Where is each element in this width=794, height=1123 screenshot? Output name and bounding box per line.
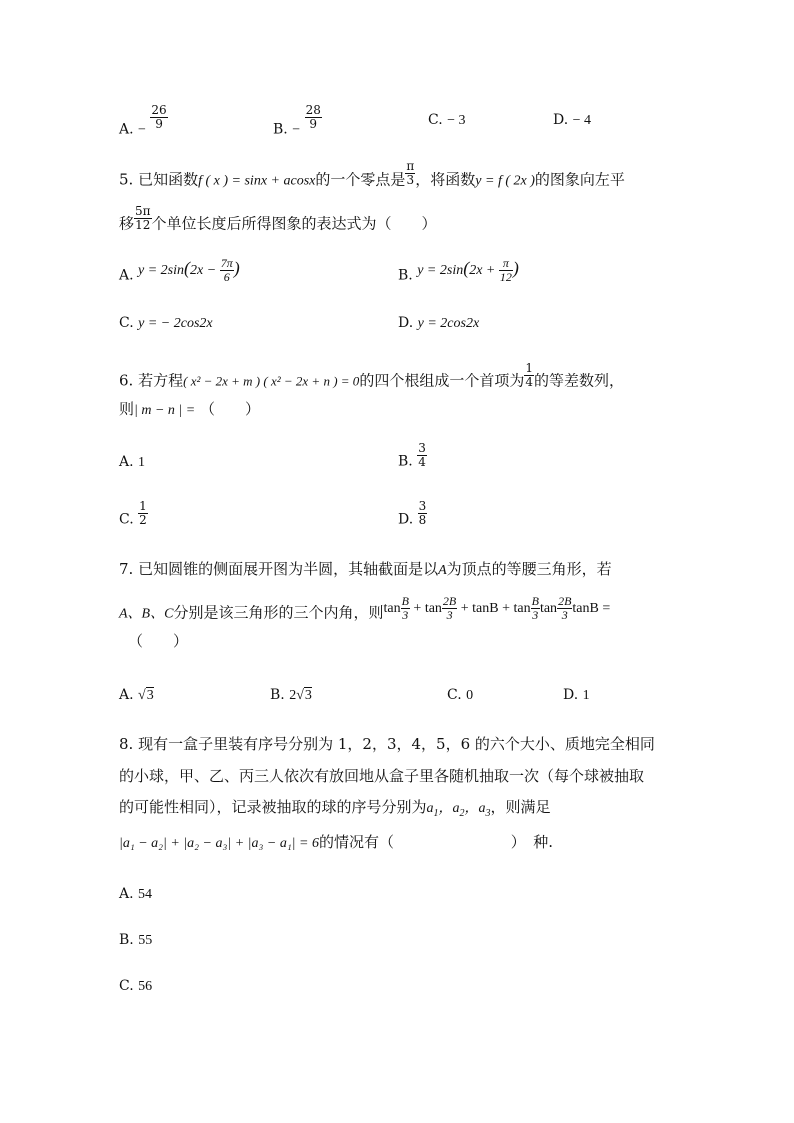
fraction-denominator: 12 (135, 218, 151, 232)
stem-text: 移 (119, 214, 135, 233)
stem-text: 个单位长度后所得图象的表达式为（ ） (151, 214, 437, 233)
q4-option-b (273, 103, 322, 143)
expression-fraction (442, 595, 457, 622)
question-number: 7. (119, 560, 134, 578)
option-fraction (138, 500, 148, 527)
q6-option-a (119, 452, 145, 473)
fraction-denominator: 3 (532, 608, 539, 622)
fraction-denominator: 3 (446, 608, 453, 622)
fraction-numerator: B (401, 594, 409, 608)
option-value: − 4 (572, 113, 592, 128)
fraction-denominator: 9 (155, 117, 163, 131)
tan-expression (383, 594, 611, 622)
fraction-numerator: 5π (135, 204, 151, 218)
fraction-numerator: 28 (305, 103, 321, 117)
fraction-denominator: 9 (309, 117, 318, 131)
variable: a (478, 801, 486, 816)
equation: ( x² − 2x + m ) ( x² − 2x + n ) = 0 (183, 373, 360, 389)
fraction-numerator: 3 (418, 499, 427, 513)
option-label: C. (119, 315, 134, 331)
q5-stem-line1 (119, 159, 625, 194)
fraction-denominator: 4 (525, 375, 533, 389)
option-fraction (417, 442, 427, 469)
q8-option-b (119, 930, 152, 951)
stem-text: 的四个根组成一个首项为 (359, 371, 525, 390)
function-expression: y = f ( 2x ) (475, 173, 535, 189)
expression-term: tanB = (572, 600, 611, 616)
stem-text: 已知圆锥的侧面展开图为半圆，其轴截面是以 (138, 560, 439, 578)
option-label: B. (398, 453, 413, 470)
fraction-denominator: 3 (402, 608, 409, 622)
fraction-numerator: 1 (139, 499, 147, 513)
stem-text: 的小球，甲、乙、丙三人依次有放回地从盒子里各随机抽取一次（每个球被抽取 (119, 767, 645, 785)
fraction-denominator: 2 (139, 513, 147, 527)
first-term-fraction (524, 362, 534, 389)
zero-fraction (405, 160, 415, 187)
option-fraction (499, 257, 513, 284)
tan-word: tan (539, 600, 558, 616)
function-expression: f ( x ) = sinx + acosx (198, 173, 316, 189)
expression-inner: 2x + (469, 262, 499, 278)
tan-word: tan (383, 600, 401, 616)
option-label: B. (119, 932, 134, 948)
fraction-denominator: 6 (223, 270, 230, 284)
expression-fraction (531, 595, 540, 622)
expression-inner: 2x − (190, 262, 220, 278)
q8-stem-line4 (119, 832, 553, 854)
q6-option-b (398, 441, 427, 475)
q5-option-b (398, 256, 519, 290)
option-label: B. (398, 267, 413, 284)
fraction-numerator: 7π (220, 256, 233, 270)
stem-text: 现有一盒子里装有序号分别为 1，2，3，4，5，6 的六个大小、质地完全相同 (138, 735, 655, 753)
option-label: A. (119, 886, 134, 902)
q7-stem-line1 (119, 559, 612, 581)
fraction-denominator: 3 (406, 173, 415, 187)
fraction-numerator: B (531, 594, 539, 608)
stem-text: 的可能性相同），记录被抽取的球的序号分别为 (119, 798, 427, 816)
option-label: C. (428, 112, 443, 128)
option-value: 1 (138, 455, 146, 470)
q5-option-d (398, 313, 479, 334)
stem-text: ） 种. (510, 833, 554, 851)
stem-text: 若方程 (138, 371, 184, 390)
q6-stem-line1 (119, 361, 624, 395)
option-label: D. (398, 315, 414, 331)
q7-option-d (563, 685, 590, 706)
fraction-denominator: 8 (418, 513, 427, 527)
option-label: A. (119, 267, 134, 284)
fraction-denominator: 12 (499, 270, 512, 284)
option-label: C. (119, 511, 134, 528)
answer-blank: （ ） (128, 632, 189, 650)
angle-labels: A、B、C (119, 606, 174, 622)
option-fraction (150, 104, 167, 131)
option-radical: 2√3 (289, 688, 312, 703)
question-number: 6. (119, 371, 134, 390)
stem-text: 的一个零点是 (315, 170, 406, 189)
q5-stem-line2 (119, 204, 437, 238)
expression-term: + tanB + tan (460, 600, 531, 616)
q6-stem-line2 (119, 399, 260, 421)
option-value: 0 (466, 688, 474, 703)
stem-text: 已知函数 (138, 170, 199, 189)
expression-term: + tan (413, 600, 442, 616)
fraction-numerator: 2B (558, 594, 572, 608)
q8-option-c (119, 976, 152, 997)
option-expression: y = 2sin(2x − $\frac{7\pi}{6}$ ) (138, 256, 240, 284)
option-value: − 3 (447, 113, 466, 128)
expression-fraction (401, 595, 410, 622)
option-label: A. (119, 121, 134, 138)
answer-blank: （ ） (200, 400, 261, 418)
option-label: C. (119, 978, 134, 994)
q7-stem-line2 (119, 594, 611, 628)
question-number: 5. (119, 170, 134, 189)
q6-option-d (398, 499, 427, 533)
shift-fraction (134, 205, 152, 232)
stem-text: 分别是该三角形的三个内角，则 (173, 603, 384, 622)
q7-option-b (270, 685, 312, 706)
q8-stem-line2 (119, 766, 644, 786)
variable-subscript: 2 (459, 807, 465, 819)
option-value: 55 (138, 933, 153, 948)
option-fraction (418, 500, 428, 527)
fraction-denominator: 3 (561, 608, 568, 622)
variable-subscript: 1 (433, 807, 439, 819)
fraction-numerator: 3 (418, 441, 426, 455)
option-value: 56 (138, 979, 153, 994)
stem-text: 则 (119, 400, 135, 418)
option-fraction (305, 104, 322, 131)
fraction-numerator: π (499, 257, 513, 271)
option-value: 54 (138, 887, 153, 902)
fraction-numerator: 1 (525, 361, 533, 375)
stem-text: ，将函数 (415, 170, 476, 189)
option-sign: − (292, 122, 301, 138)
option-label: C. (447, 687, 462, 703)
variable: a (452, 801, 460, 816)
option-sign: − (138, 122, 146, 138)
fraction-numerator: 2B (442, 594, 457, 608)
option-expression: y = 2cos2x (417, 316, 480, 331)
radical-coefficient: 2 (289, 688, 297, 703)
option-label: D. (563, 687, 579, 703)
radicand: 3 (146, 688, 154, 703)
absolute-expression: | m − n | = (134, 403, 196, 418)
variable: a (426, 801, 434, 816)
option-label: D. (553, 112, 569, 128)
expression-prefix: y = 2sin (138, 262, 185, 278)
q7-answer-blank (128, 631, 188, 651)
option-value: 1 (582, 688, 590, 703)
option-expression: y = 2sin(2x + $\frac{\pi}{12}$ ) (417, 256, 519, 284)
option-label: A. (119, 454, 134, 470)
stem-text: 的图象向左平 (534, 170, 625, 189)
q7-option-a (119, 685, 154, 706)
option-expression: y = − 2cos2x (138, 316, 213, 331)
expression-fraction (557, 595, 572, 622)
option-label: B. (270, 687, 285, 703)
question-number: 8. (119, 735, 134, 753)
option-label: A. (119, 687, 134, 703)
q8-stem-line1 (119, 734, 655, 754)
stem-text: 的情况有（ (318, 833, 394, 851)
stem-text: 为顶点的等腰三角形，若 (446, 560, 612, 578)
q7-option-c (447, 685, 473, 706)
q4-option-c (428, 110, 466, 131)
expression-prefix: y = 2sin (417, 262, 464, 278)
fraction-numerator: 26 (151, 103, 167, 117)
ball-variables: $a_1$，$a_2$，$a_3$ (426, 801, 491, 819)
variable-subscript: 3 (485, 807, 491, 819)
q4-option-a (119, 103, 168, 143)
q8-stem-line3 (119, 797, 551, 824)
condition-expression: |a₁ − a₂| + |a₂ − a₃| + |a₃ − a₁| = 6 (119, 836, 319, 851)
stem-text: ，则满足 (490, 798, 551, 816)
radicand: 3 (304, 688, 312, 703)
q5-option-c (119, 313, 213, 334)
fraction-denominator: 4 (418, 455, 426, 469)
stem-text: 的等差数列， (533, 371, 624, 390)
q5-option-a (119, 256, 240, 290)
fraction-numerator: π (406, 159, 415, 173)
vertex-label: A (438, 563, 447, 578)
option-label: B. (273, 121, 288, 138)
q6-option-c (119, 499, 148, 533)
option-label: D. (398, 511, 414, 528)
q4-option-d (553, 110, 591, 131)
q8-option-a (119, 884, 152, 905)
option-fraction (220, 257, 234, 284)
option-radical: √3 (138, 688, 154, 703)
